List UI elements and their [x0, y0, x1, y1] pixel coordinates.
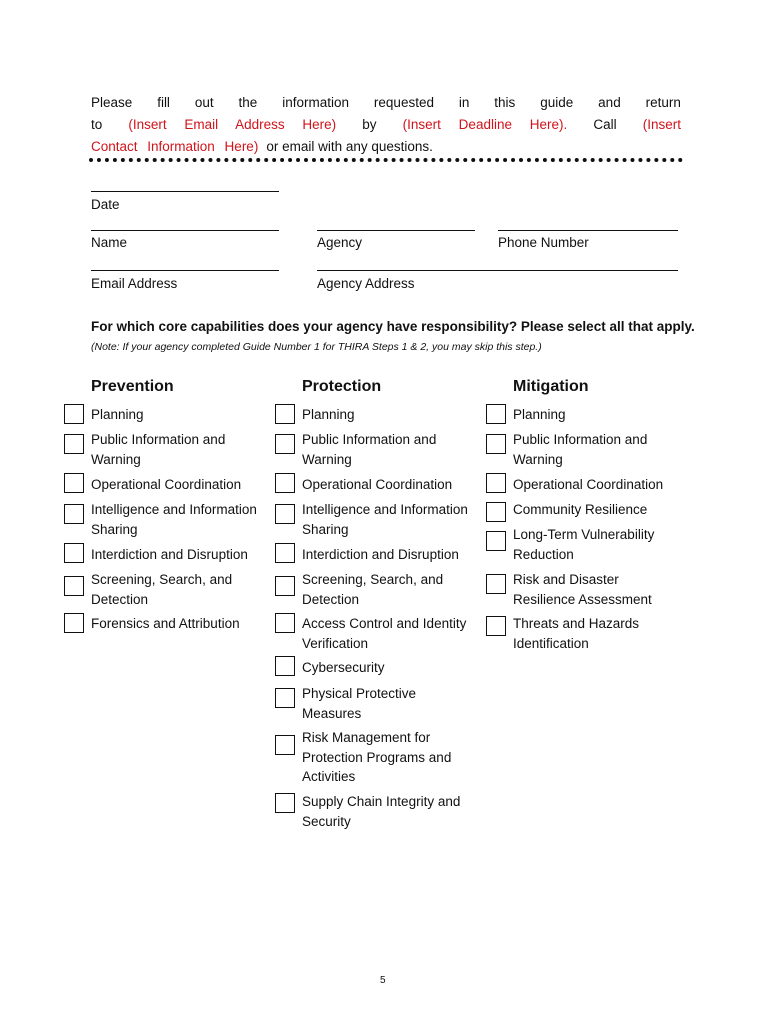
intro-word: requested — [373, 95, 434, 110]
checkbox-mitigation-long-term-vulnerability[interactable] — [486, 531, 506, 551]
deadline-placeholder: (Insert Deadline Here). — [402, 117, 568, 132]
checkbox-prevention-public-information[interactable] — [64, 434, 84, 454]
prevention-public-information-label: Public Information and Warning — [91, 432, 226, 467]
checkbox-protection-access-control[interactable] — [275, 613, 295, 633]
checkbox-protection-operational-coordination[interactable] — [275, 473, 295, 493]
protection-operational-coordination-label: Operational Coordination — [302, 477, 453, 492]
checkbox-mitigation-operational-coordination[interactable] — [486, 473, 506, 493]
intro-paragraph — [91, 92, 681, 158]
prevention-heading: Prevention — [91, 378, 174, 395]
date-field[interactable] — [91, 191, 279, 192]
protection-interdiction-label: Interdiction and Disruption — [302, 547, 459, 562]
protection-heading: Protection — [302, 378, 382, 395]
protection-cybersecurity-label: Cybersecurity — [302, 660, 385, 675]
checkbox-mitigation-community-resilience[interactable] — [486, 502, 506, 522]
checkbox-protection-supply-chain[interactable] — [275, 793, 295, 813]
mitigation-community-resilience-label: Community Resilience — [513, 502, 648, 517]
phone-label: Phone Number — [498, 235, 589, 250]
protection-screening-label: Screening, Search, and Detection — [302, 572, 444, 607]
email-label: Email Address — [91, 276, 178, 291]
checkbox-prevention-planning[interactable] — [64, 404, 84, 424]
checkbox-prevention-operational-coordination[interactable] — [64, 473, 84, 493]
intro-word: fill — [157, 95, 170, 110]
intro-word: the — [238, 95, 258, 110]
checkbox-prevention-intelligence[interactable] — [64, 504, 84, 524]
checkbox-mitigation-planning[interactable] — [486, 404, 506, 424]
prevention-intelligence-label: Intelligence and Information Sharing — [91, 502, 257, 537]
phone-field[interactable] — [498, 230, 678, 231]
checkbox-mitigation-risk-assessment[interactable] — [486, 574, 506, 594]
prevention-operational-coordination-label: Operational Coordination — [91, 477, 242, 492]
intro-line-1 — [91, 92, 681, 114]
email-placeholder: (Insert Email Address Here) — [128, 117, 337, 132]
checkbox-protection-intelligence[interactable] — [275, 504, 295, 524]
checkbox-protection-physical-measures[interactable] — [275, 688, 295, 708]
checkbox-prevention-interdiction[interactable] — [64, 543, 84, 563]
agency-label: Agency — [317, 235, 363, 250]
intro-word: Please — [91, 95, 133, 110]
protection-physical-measures-label: Physical Protective Measures — [302, 686, 417, 721]
intro-word: and — [598, 95, 621, 110]
intro-word: information — [282, 95, 350, 110]
intro-word: in — [458, 95, 470, 110]
protection-planning-label: Planning — [302, 407, 355, 422]
checkbox-prevention-forensics[interactable] — [64, 613, 84, 633]
checkbox-protection-screening[interactable] — [275, 576, 295, 596]
agency-field[interactable] — [317, 230, 475, 231]
date-label: Date — [91, 197, 120, 212]
intro-line-2 — [91, 114, 681, 136]
intro-line-3 — [91, 136, 681, 158]
contact-placeholder-end: Contact Information Here) — [91, 139, 259, 154]
mitigation-planning-label: Planning — [513, 407, 566, 422]
prevention-interdiction-label: Interdiction and Disruption — [91, 547, 248, 562]
checkbox-protection-public-information[interactable] — [275, 434, 295, 454]
prevention-forensics-label: Forensics and Attribution — [91, 616, 240, 631]
mitigation-public-information-label: Public Information and Warning — [513, 432, 648, 467]
intro-word: out — [194, 95, 214, 110]
prevention-planning-label: Planning — [91, 407, 144, 422]
mitigation-threats-hazards-label: Threats and Hazards Identification — [513, 616, 640, 651]
mitigation-risk-assessment-label: Risk and Disaster Resilience Assessment — [513, 572, 652, 607]
skip-note: (Note: If your agency completed Guide Number 1 for THIRA Steps 1 & 2, you may skip this step.) — [91, 341, 542, 353]
page-number: 5 — [380, 975, 386, 986]
intro-word: guide — [540, 95, 574, 110]
intro-word: return — [645, 95, 681, 110]
checkbox-protection-interdiction[interactable] — [275, 543, 295, 563]
protection-supply-chain-label: Supply Chain Integrity and Security — [302, 794, 461, 829]
protection-public-information-label: Public Information and Warning — [302, 432, 437, 467]
capabilities-question: For which core capabilities does your agency have responsibility? Please select all that apply. — [91, 319, 695, 334]
mitigation-heading: Mitigation — [513, 378, 589, 395]
protection-access-control-label: Access Control and Identity Verification — [302, 616, 467, 651]
mitigation-operational-coordination-label: Operational Coordination — [513, 477, 664, 492]
email-field[interactable] — [91, 270, 279, 271]
checkbox-protection-cybersecurity[interactable] — [275, 656, 295, 676]
checkbox-protection-risk-management[interactable] — [275, 735, 295, 755]
checkbox-protection-planning[interactable] — [275, 404, 295, 424]
dotted-divider — [89, 158, 683, 162]
intro-word: or email with any questions. — [266, 139, 433, 154]
agency-address-label: Agency Address — [317, 276, 415, 291]
name-label: Name — [91, 235, 128, 250]
protection-intelligence-label: Intelligence and Information Sharing — [302, 502, 468, 537]
checkbox-mitigation-threats-hazards[interactable] — [486, 616, 506, 636]
intro-word: to — [91, 117, 103, 132]
prevention-screening-label: Screening, Search, and Detection — [91, 572, 233, 607]
name-field[interactable] — [91, 230, 279, 231]
checkbox-mitigation-public-information[interactable] — [486, 434, 506, 454]
protection-risk-management-label: Risk Management for Protection Programs and Activities — [302, 730, 452, 784]
checkbox-prevention-screening[interactable] — [64, 576, 84, 596]
agency-address-field[interactable] — [317, 270, 678, 271]
mitigation-long-term-vulnerability-label: Long-Term Vulnerability Reduction — [513, 527, 655, 562]
intro-word: by — [362, 117, 377, 132]
contact-placeholder-start: (Insert — [642, 117, 681, 132]
intro-word: this — [494, 95, 516, 110]
intro-word: Call — [593, 117, 617, 132]
